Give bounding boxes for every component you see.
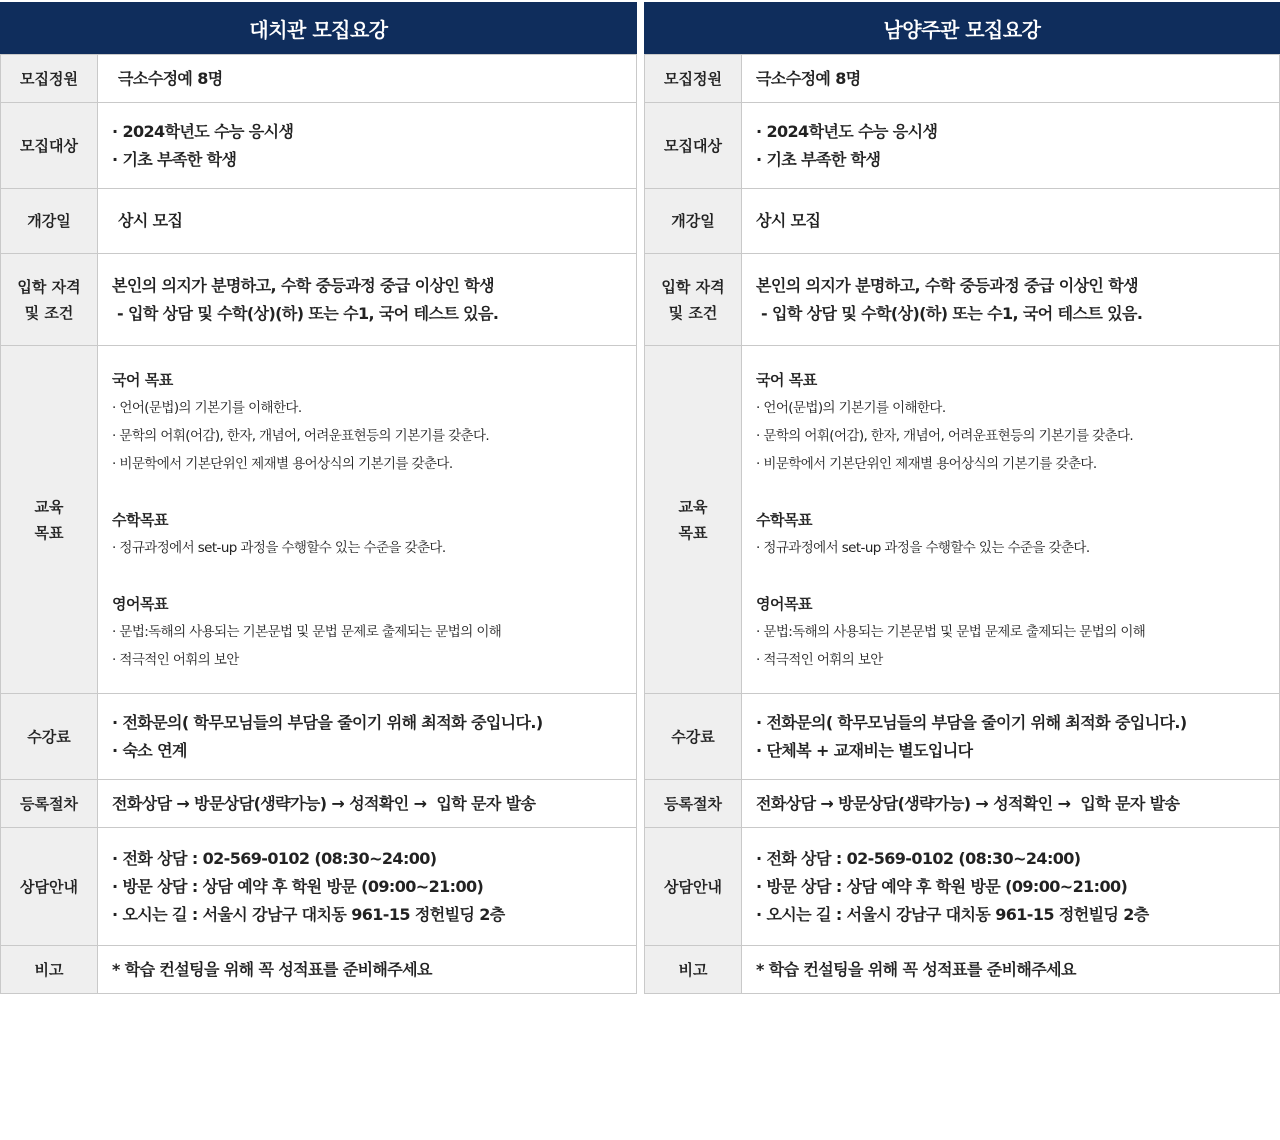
goal-item: · 문학의 어휘(어감), 한자, 개념어, 어려운표현등의 기본기를 갖춘다. bbox=[756, 427, 1134, 444]
consult-line: · 오시는 길 : 서울시 강남구 대치동 961-15 정헌빌딩 2층 bbox=[112, 904, 505, 924]
row-qualification bbox=[645, 254, 1280, 346]
row-value bbox=[98, 254, 637, 346]
row-value bbox=[742, 828, 1280, 946]
goal-title-english: 영어목표 bbox=[112, 594, 168, 613]
row-label bbox=[645, 346, 742, 694]
target-line: · 2024학년도 수능 응시생 bbox=[112, 121, 294, 141]
goal-item: · 비문학에서 기본단위인 제재별 용어상식의 기본기를 갖춘다. bbox=[112, 455, 453, 472]
row-label: 상담안내 bbox=[645, 828, 742, 946]
row-goals bbox=[1, 346, 637, 694]
row-fee bbox=[1, 694, 637, 780]
row-fee bbox=[645, 694, 1280, 780]
goal-title-korean: 국어 목표 bbox=[112, 370, 173, 389]
info-table bbox=[0, 54, 637, 994]
label-line: 및 조건 bbox=[24, 303, 74, 322]
goal-item: · 비문학에서 기본단위인 제재별 용어상식의 기본기를 갖춘다. bbox=[756, 455, 1097, 472]
row-label bbox=[1, 254, 98, 346]
row-value bbox=[98, 346, 637, 694]
label-line: 입학 자격 bbox=[661, 277, 725, 296]
panel-daechi bbox=[0, 2, 637, 994]
label-line: 및 조건 bbox=[668, 303, 718, 322]
row-procedure bbox=[1, 780, 637, 828]
goal-title-english: 영어목표 bbox=[756, 594, 812, 613]
target-line: · 기초 부족한 학생 bbox=[756, 149, 881, 169]
fee-line: · 전화문의( 학무모님들의 부담을 줄이기 위해 최적화 중입니다.) bbox=[756, 712, 1187, 732]
row-target bbox=[645, 103, 1280, 189]
goal-item: · 적극적인 어휘의 보안 bbox=[756, 651, 883, 668]
panel-title: 남양주관 모집요강 bbox=[644, 2, 1280, 54]
row-value bbox=[742, 694, 1280, 780]
row-procedure bbox=[645, 780, 1280, 828]
procedure-value: 전화상담 → 방문상담(생략가능) → 성적확인 → 입학 문자 발송 bbox=[112, 793, 536, 813]
panel-namyangju bbox=[644, 2, 1280, 994]
qualification-line: 본인의 의지가 분명하고, 수학 중등과정 중급 이상인 학생 bbox=[756, 275, 1138, 295]
goal-item: · 언어(문법)의 기본기를 이해한다. bbox=[756, 399, 946, 416]
goal-item: · 문법:독해의 사용되는 기본문법 및 문법 문제로 출제되는 문법의 이해 bbox=[112, 623, 502, 640]
opening-value: 상시 모집 bbox=[756, 211, 821, 230]
quota-value: 극소수정예 8명 bbox=[756, 68, 861, 88]
label-line: 목표 bbox=[34, 523, 64, 542]
row-value bbox=[98, 694, 637, 780]
row-value bbox=[98, 946, 637, 994]
qualification-line: - 입학 상담 및 수학(상)(하) 또는 수1, 국어 테스트 있음. bbox=[756, 303, 1143, 323]
row-qualification bbox=[1, 254, 637, 346]
note-value: * 학습 컨설팅을 위해 꼭 성적표를 준비해주세요 bbox=[756, 959, 1076, 979]
goal-title-korean: 국어 목표 bbox=[756, 370, 817, 389]
row-quota bbox=[1, 55, 637, 103]
row-opening bbox=[1, 189, 637, 254]
quota-value: 극소수정예 8명 bbox=[118, 68, 223, 88]
row-opening bbox=[645, 189, 1280, 254]
label-line: 교육 bbox=[34, 497, 64, 516]
goal-item: · 문법:독해의 사용되는 기본문법 및 문법 문제로 출제되는 문법의 이해 bbox=[756, 623, 1146, 640]
row-value bbox=[742, 189, 1280, 254]
row-value bbox=[742, 780, 1280, 828]
row-consult bbox=[1, 828, 637, 946]
row-label: 비고 bbox=[1, 946, 98, 994]
goal-item: · 적극적인 어휘의 보안 bbox=[112, 651, 239, 668]
consult-line: · 전화 상담 : 02-569-0102 (08:30~24:00) bbox=[756, 848, 1081, 868]
info-table bbox=[644, 54, 1280, 994]
row-label: 모집정원 bbox=[645, 55, 742, 103]
goal-item: · 문학의 어휘(어감), 한자, 개념어, 어려운표현등의 기본기를 갖춘다. bbox=[112, 427, 490, 444]
qualification-line: 본인의 의지가 분명하고, 수학 중등과정 중급 이상인 학생 bbox=[112, 275, 494, 295]
target-line: · 2024학년도 수능 응시생 bbox=[756, 121, 938, 141]
row-label bbox=[1, 346, 98, 694]
qualification-line: - 입학 상담 및 수학(상)(하) 또는 수1, 국어 테스트 있음. bbox=[112, 303, 499, 323]
row-label: 상담안내 bbox=[1, 828, 98, 946]
row-label: 수강료 bbox=[645, 694, 742, 780]
row-value bbox=[98, 828, 637, 946]
fee-line: · 전화문의( 학무모님들의 부담을 줄이기 위해 최적화 중입니다.) bbox=[112, 712, 543, 732]
goal-item: · 정규과정에서 set-up 과정을 수행할수 있는 수준을 갖춘다. bbox=[756, 539, 1090, 556]
row-label: 모집정원 bbox=[1, 55, 98, 103]
fee-line: · 숙소 연계 bbox=[112, 740, 187, 760]
row-consult bbox=[645, 828, 1280, 946]
row-label: 비고 bbox=[645, 946, 742, 994]
row-note bbox=[1, 946, 637, 994]
opening-value: 상시 모집 bbox=[118, 211, 183, 230]
label-line: 교육 bbox=[678, 497, 708, 516]
row-note bbox=[645, 946, 1280, 994]
consult-line: · 방문 상담 : 상담 예약 후 학원 방문 (09:00~21:00) bbox=[112, 876, 484, 896]
goal-item: · 정규과정에서 set-up 과정을 수행할수 있는 수준을 갖춘다. bbox=[112, 539, 446, 556]
row-value bbox=[742, 103, 1280, 189]
row-value bbox=[742, 254, 1280, 346]
row-label: 개강일 bbox=[645, 189, 742, 254]
label-line: 목표 bbox=[678, 523, 708, 542]
consult-line: · 방문 상담 : 상담 예약 후 학원 방문 (09:00~21:00) bbox=[756, 876, 1128, 896]
row-value bbox=[98, 189, 637, 254]
row-label: 등록절차 bbox=[645, 780, 742, 828]
consult-line: · 오시는 길 : 서울시 강남구 대치동 961-15 정헌빌딩 2층 bbox=[756, 904, 1149, 924]
row-value bbox=[98, 103, 637, 189]
row-target bbox=[1, 103, 637, 189]
goal-title-math: 수학목표 bbox=[112, 510, 168, 529]
row-label: 모집대상 bbox=[1, 103, 98, 189]
note-value: * 학습 컨설팅을 위해 꼭 성적표를 준비해주세요 bbox=[112, 959, 432, 979]
row-quota bbox=[645, 55, 1280, 103]
row-label: 등록절차 bbox=[1, 780, 98, 828]
fee-line: · 단체복 + 교재비는 별도입니다 bbox=[756, 740, 973, 760]
row-value bbox=[98, 55, 637, 103]
row-value bbox=[742, 55, 1280, 103]
goal-item: · 언어(문법)의 기본기를 이해한다. bbox=[112, 399, 302, 416]
row-label: 수강료 bbox=[1, 694, 98, 780]
row-goals bbox=[645, 346, 1280, 694]
row-value bbox=[742, 346, 1280, 694]
row-label: 개강일 bbox=[1, 189, 98, 254]
goal-title-math: 수학목표 bbox=[756, 510, 812, 529]
row-label: 모집대상 bbox=[645, 103, 742, 189]
row-label bbox=[645, 254, 742, 346]
consult-line: · 전화 상담 : 02-569-0102 (08:30~24:00) bbox=[112, 848, 437, 868]
row-value bbox=[742, 946, 1280, 994]
label-line: 입학 자격 bbox=[17, 277, 81, 296]
target-line: · 기초 부족한 학생 bbox=[112, 149, 237, 169]
panel-title: 대치관 모집요강 bbox=[0, 2, 637, 54]
row-value bbox=[98, 780, 637, 828]
procedure-value: 전화상담 → 방문상담(생략가능) → 성적확인 → 입학 문자 발송 bbox=[756, 793, 1180, 813]
